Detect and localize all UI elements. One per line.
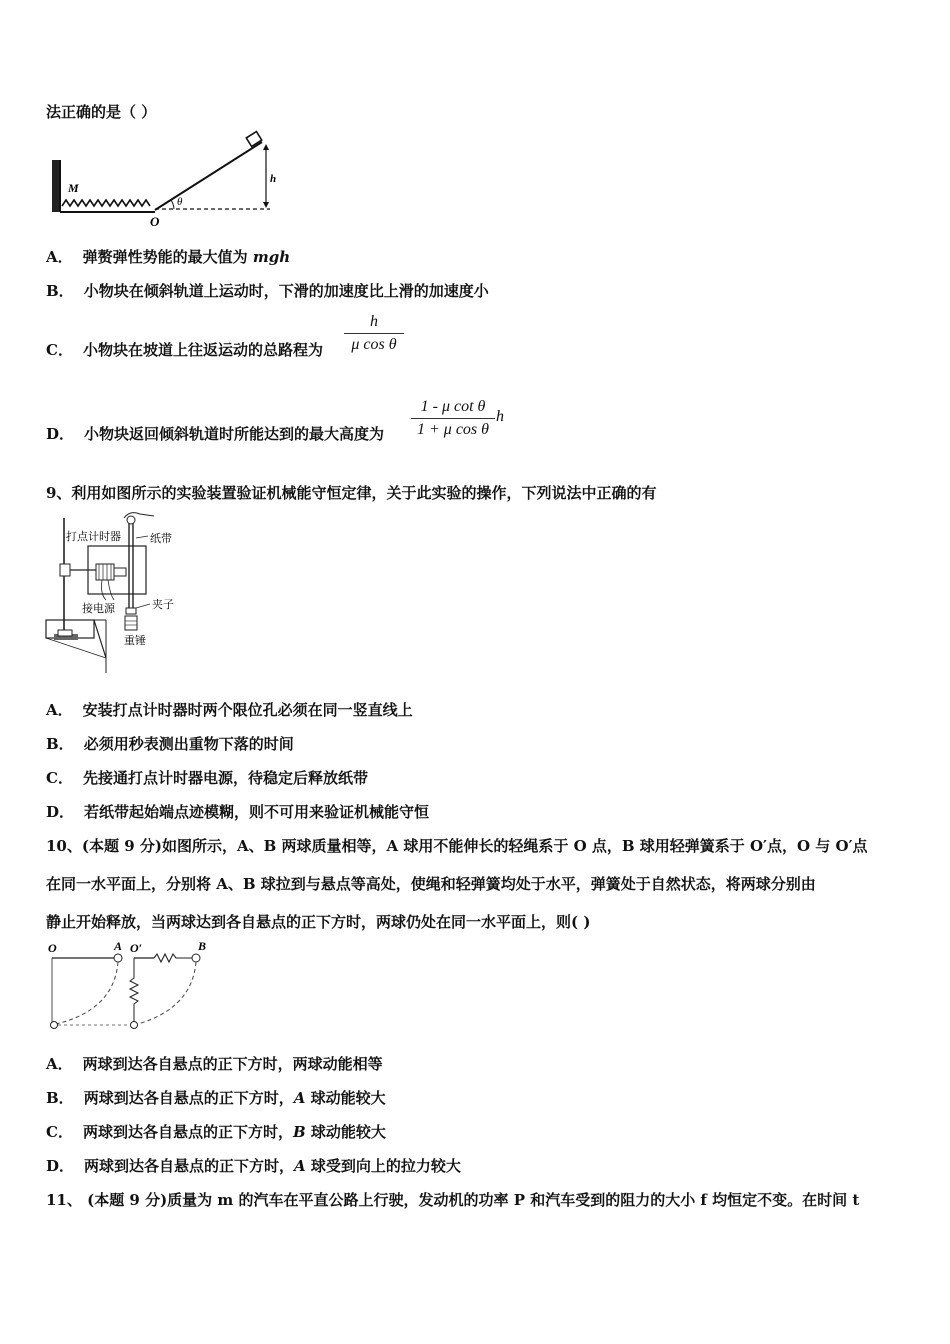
q10-label-o-prime: O′ [130,941,143,955]
q8-stem-tail: 法正确的是（ ） [46,103,157,121]
q10-option-b: B． 两球到达各自悬点的正下方时，A 球动能较大 [46,1089,386,1107]
q10-option-d: D． 两球到达各自悬点的正下方时，A 球受到向上的拉力较大 [46,1157,461,1175]
q9-label-tape: 纸带 [150,532,172,545]
q10-stem-line-1: 10、(本题 9 分)如图所示，A、B 两球质量相等，A 球用不能伸长的轻绳系于 O 点，B 球用轻弹簧系于 O′点，O 与 O′点 [46,837,868,855]
q8-d-suffix: h [496,408,504,425]
q8-label-theta: θ [177,196,183,208]
q8-incline-figure [50,130,280,230]
q9-label-power: 接电源 [82,602,115,615]
q8-option-c-fraction [344,312,404,355]
q9-stem: 9、利用如图所示的实验装置验证机械能守恒定律，关于此实验的操作，下列说法中正确的有 [46,484,657,502]
q10-pendulum-figure [44,938,224,1034]
q8-option-d: D． 小物块返回倾斜轨道时所能达到的最大高度为 [46,425,385,443]
q8-d-denominator: 1 + μ cos θ [416,421,489,438]
q10-option-a: A． 两球到达各自悬点的正下方时，两球动能相等 [46,1055,383,1073]
q9-label-weight: 重锤 [124,634,146,647]
q10-label-o: O [48,941,57,955]
q8-option-c: C． 小物块在坡道上往返运动的总路程为 [46,341,323,359]
q10-option-c: C． 两球到达各自悬点的正下方时，B 球动能较大 [46,1123,386,1141]
q9-label-clip: 夹子 [152,598,174,611]
q11-stem: 11、 (本题 9 分)质量为 m 的汽车在平直公路上行驶，发动机的功率 P 和汽车受到的阻力的大小 f 均恒定不变。在时间 t [46,1191,860,1209]
q10-stem-line-2: 在同一水平面上，分别将 A、B 球拉到与悬点等高处，使绳和轻弹簧均处于水平，弹簧处于自然状态，将两球分别由 [46,875,816,893]
q9-option-c: C． 先接通打点计时器电源，待稳定后释放纸带 [46,769,368,787]
q8-c-denominator: μ cos θ [351,336,397,353]
q9-option-d: D． 若纸带起始端点迹模糊，则不可用来验证机械能守恒 [46,803,430,821]
q8-label-h: h [270,173,277,185]
q8-label-o: O [150,214,160,229]
q10-stem-line-3: 静止开始释放，当两球达到各自悬点的正下方时，两球仍处在同一水平面上，则( ) [46,913,591,931]
q8-option-d-fraction [411,397,495,440]
q8-option-b: B． 小物块在倾斜轨道上运动时，下滑的加速度比上滑的加速度小 [46,282,489,300]
q8-c-numerator: h [370,313,378,330]
q10-label-a: A [114,939,123,953]
q9-option-a: A． 安装打点计时器时两个限位孔必须在同一竖直线上 [46,701,413,719]
q9-option-b: B． 必须用秒表测出重物下落的时间 [46,735,294,753]
q9-apparatus-figure [44,508,204,678]
q8-label-m: M [68,181,79,195]
q10-label-b: B [198,939,207,953]
q8-option-a: A． 弹赘弹性势能的最大值为 mgh [46,248,291,266]
q8-d-numerator: 1 - μ cot θ [420,398,486,415]
q9-label-timer: 打点计时器 [66,530,121,543]
